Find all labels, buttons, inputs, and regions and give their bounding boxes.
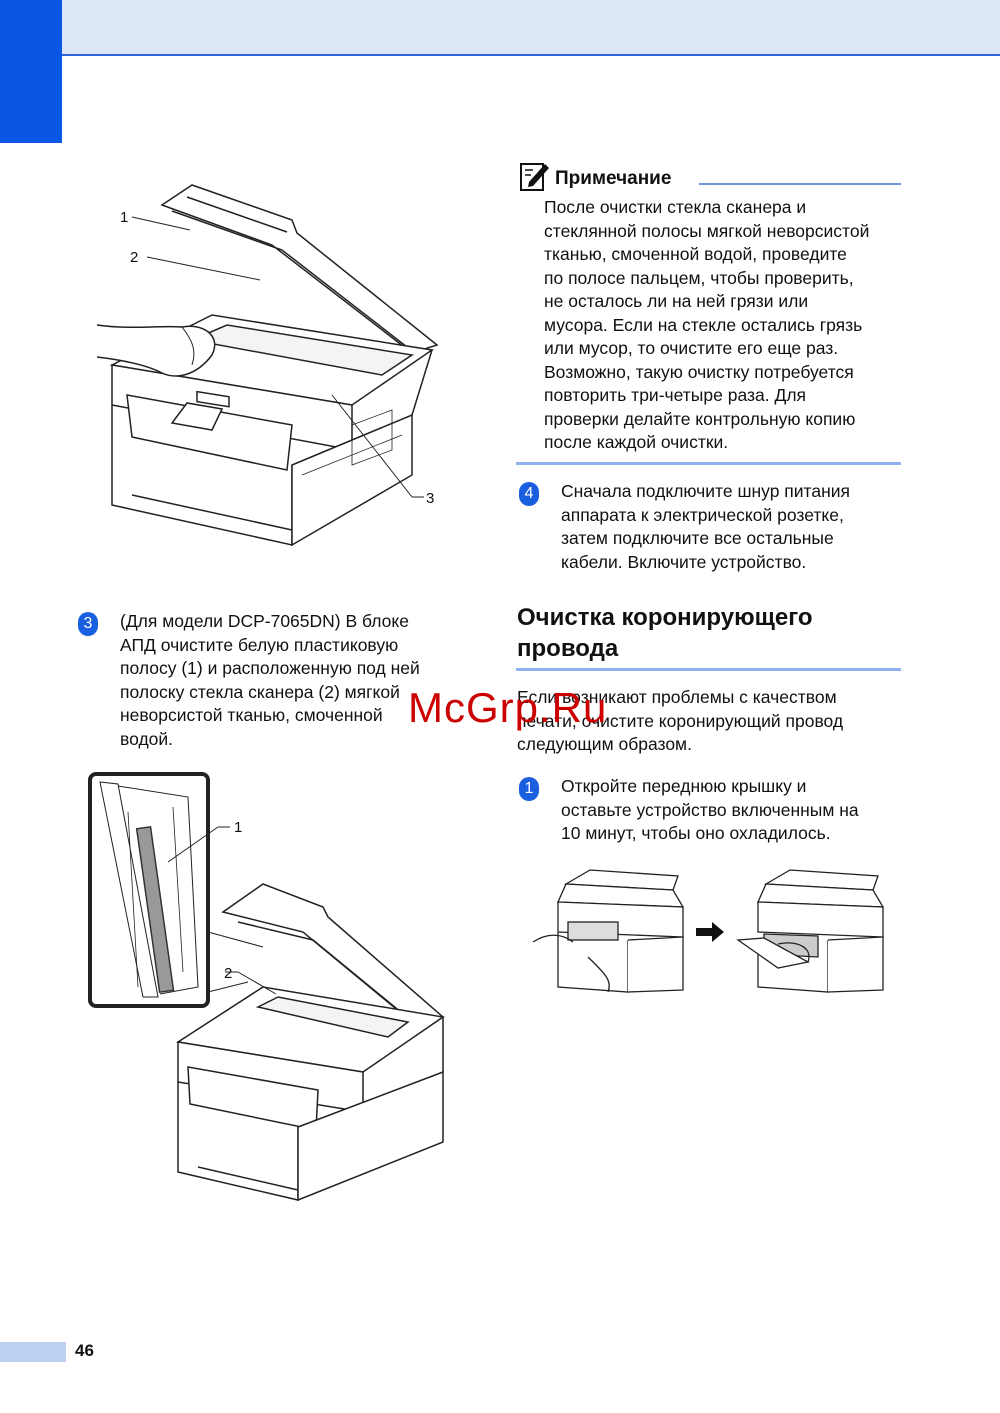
note-title: Примечание xyxy=(555,168,672,189)
figure1-callout-2: 2 xyxy=(130,249,139,266)
figure1-callout-3: 3 xyxy=(426,490,435,507)
page-number: 46 xyxy=(75,1341,94,1360)
chapter-tab xyxy=(0,0,62,143)
step-3 xyxy=(78,610,478,755)
step-number-badge: 1 xyxy=(519,777,539,801)
header-band xyxy=(0,0,1000,56)
step-text: Откройте переднюю крышку и оставьте устройство включенным на 10 минут, чтобы оно охладилось. xyxy=(561,776,859,843)
section-rule xyxy=(516,668,901,671)
step-number-badge: 4 xyxy=(519,482,539,506)
note-body: После очистки стекла сканера и стеклянной полосы мягкой неворсистой тканью, смоченной водой, проведите по полосе пальцем, чтобы проверить, не осталось ли на ней грязи или мусора. Если на стекле остались грязь или мусор, то очистите его еще раз. Возможно, такую очистку потребуется повторить три-четыре раза. Для проверки делайте контрольную копию после каждой очистки. xyxy=(544,197,870,452)
step-4 xyxy=(519,480,919,580)
step-text: (Для модели DCP-7065DN) В блоке АПД очистите белую пластиковую полосу (1) и расположенную под ней полоску стекла сканера (2) мягкой неворсистой тканью, смоченной водой. xyxy=(120,611,420,749)
note-header xyxy=(519,160,901,192)
figure2-callout-1: 1 xyxy=(234,819,243,836)
figure-adf-strip xyxy=(88,772,458,1212)
note-pencil-icon xyxy=(519,160,551,192)
figure-front-cover xyxy=(528,862,903,1002)
section-title: Очистка коронирующего провода xyxy=(517,604,813,662)
note-end-rule xyxy=(516,462,901,465)
section-intro: Если возникают проблемы с качеством печати, очистите коронирующий провод следующим образом. xyxy=(517,687,844,754)
step-text: Сначала подключите шнур питания аппарата к электрической розетке, затем подключите все остальные кабели. Включите устройство. xyxy=(561,481,851,572)
step-number-badge: 3 xyxy=(78,612,98,636)
note-title-rule xyxy=(699,183,901,185)
page-number-bar xyxy=(0,1342,66,1362)
figure-scanner-cleaning xyxy=(92,175,452,575)
watermark: McGrp.Ru xyxy=(408,684,608,731)
figure2-callout-2: 2 xyxy=(224,965,233,982)
step-1 xyxy=(519,775,919,850)
figure1-callout-1: 1 xyxy=(120,209,129,226)
